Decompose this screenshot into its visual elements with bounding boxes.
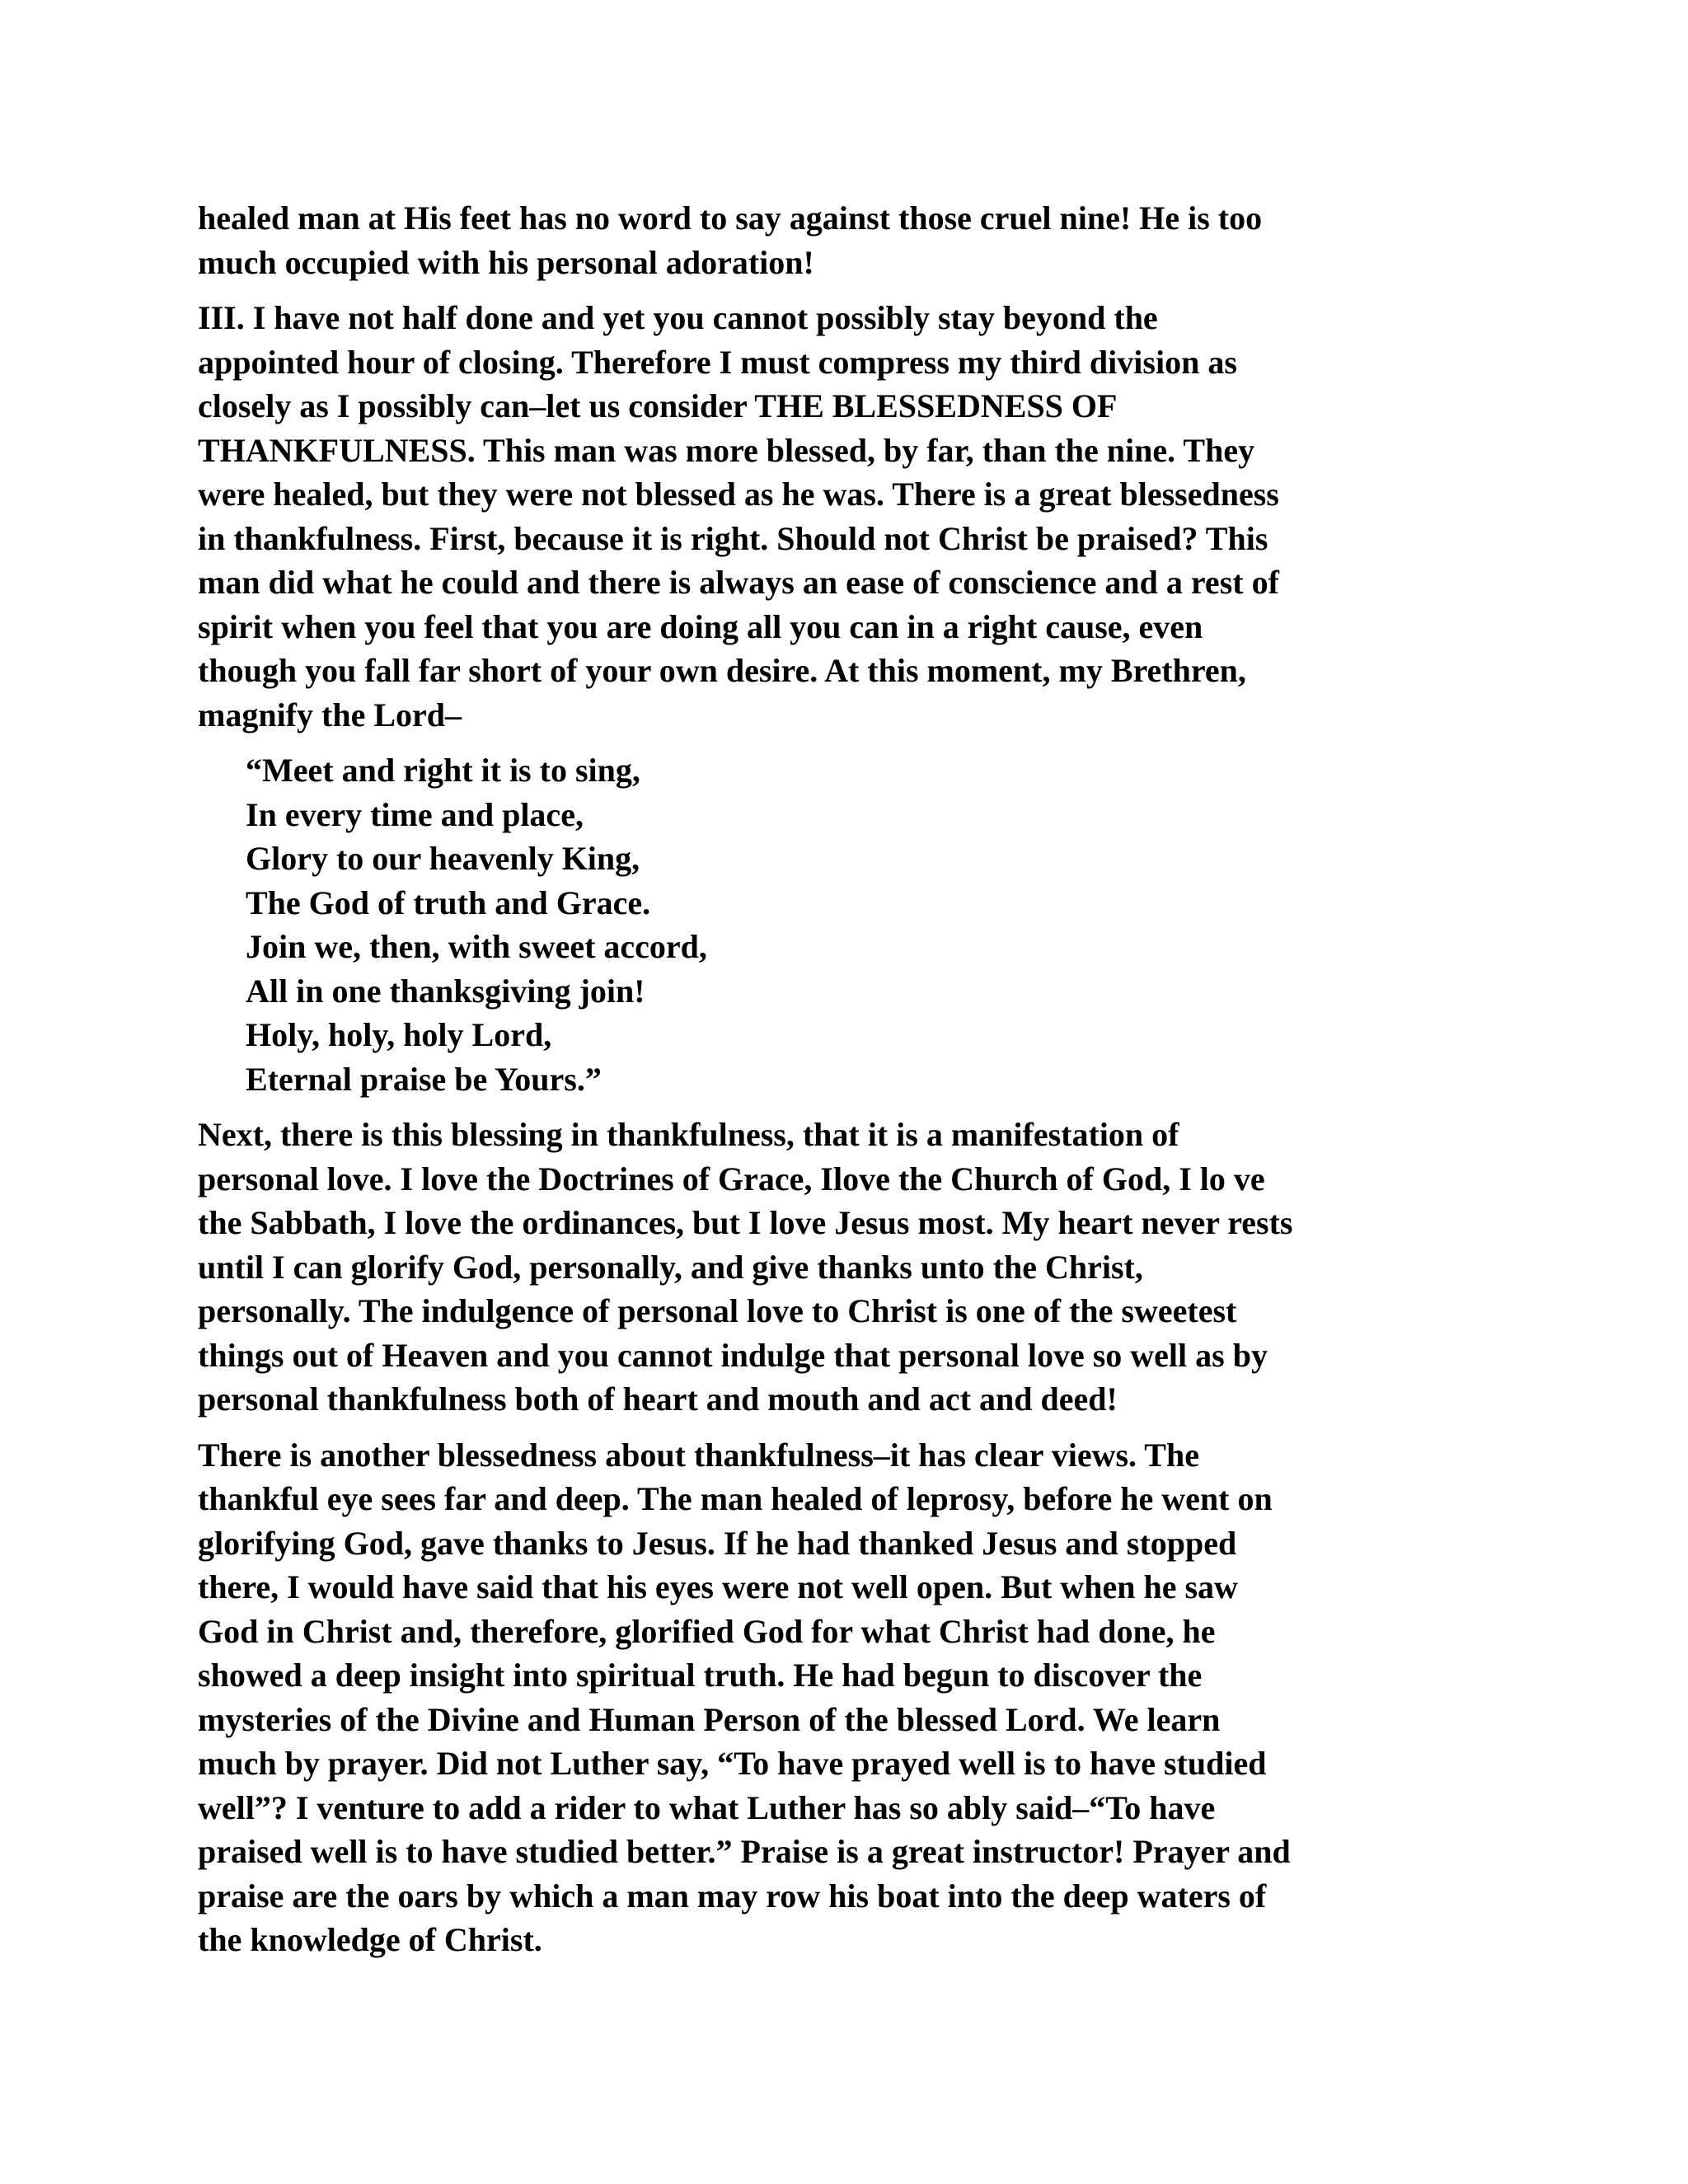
paragraph-2 <box>198 296 1484 737</box>
text-line: There is another blessedness about thankfulness–it has clear views. The <box>198 1436 1199 1474</box>
text-line: personal love. I love the Doctrines of Grace, Ilove the Church of God, I lo ve <box>198 1160 1265 1197</box>
text-line: praise are the oars by which a man may row his boat into the deep waters of <box>198 1877 1267 1915</box>
text-line: closely as I possibly can–let us consider THE BLESSEDNESS OF <box>198 387 1118 424</box>
text-line: Next, there is this blessing in thankfulness, that it is a manifestation of <box>198 1116 1179 1153</box>
text-line: until I can glorify God, personally, and give thanks unto the Christ, <box>198 1248 1143 1286</box>
text-line: well”? I venture to add a rider to what Luther has so ably said–“To have <box>198 1788 1216 1826</box>
text-line: there, I would have said that his eyes were not well open. But when he saw <box>198 1568 1238 1605</box>
verse-line: Join we, then, with sweet accord, <box>246 928 707 965</box>
text-line: personally. The indulgence of personal love to Christ is one of the sweetest <box>198 1292 1237 1329</box>
text-line: mysteries of the Divine and Human Person of the blessed Lord. We learn <box>198 1700 1221 1738</box>
text-line: thankful eye sees far and deep. The man healed of leprosy, before he went on <box>198 1480 1273 1517</box>
text-line: in thankfulness. First, because it is right. Should not Christ be praised? This <box>198 519 1268 557</box>
text-line: III. I have not half done and yet you cannot possibly stay beyond the <box>198 299 1158 336</box>
verse-line: “Meet and right it is to sing, <box>246 752 640 789</box>
verse-line: Glory to our heavenly King, <box>246 840 640 877</box>
verse-line: Eternal praise be Yours.” <box>246 1060 602 1098</box>
text-line: THANKFULNESS. This man was more blessed, by far, than the nine. They <box>198 431 1255 469</box>
verse-line: Holy, holy, holy Lord, <box>246 1016 552 1053</box>
verse-line: All in one thanksgiving join! <box>246 972 645 1010</box>
text-line: much occupied with his personal adoration! <box>198 243 814 281</box>
text-line: healed man at His feet has no word to say against those cruel nine! He is too <box>198 199 1263 237</box>
hymn-verse <box>246 748 1484 1101</box>
text-line: the Sabbath, I love the ordinances, but I love Jesus most. My heart never rests <box>198 1204 1293 1241</box>
text-line: spirit when you feel that you are doing all you can in a right cause, even <box>198 607 1203 645</box>
text-line: though you fall far short of your own desire. At this moment, my Brethren, <box>198 652 1246 689</box>
paragraph-3 <box>198 1113 1484 1422</box>
text-line: showed a deep insight into spiritual truth. He had begun to discover the <box>198 1657 1203 1694</box>
text-line: praised well is to have studied better.” Praise is a great instructor! Prayer and <box>198 1833 1291 1870</box>
text-line: man did what he could and there is always an ease of conscience and a rest of <box>198 564 1279 601</box>
text-line: much by prayer. Did not Luther say, “To have prayed well is to have studied <box>198 1745 1267 1782</box>
text-line: magnify the Lord– <box>198 696 462 733</box>
paragraph-1 <box>198 196 1484 284</box>
verse-line: The God of truth and Grace. <box>246 883 651 921</box>
text-line: personal thankfulness both of heart and mouth and act and deed! <box>198 1380 1118 1418</box>
paragraph-4 <box>198 1433 1484 1962</box>
text-line: were healed, but they were not blessed as he was. There is a great blessedness <box>198 476 1279 513</box>
text-line: the knowledge of Christ. <box>198 1921 542 1958</box>
verse-line: In every time and place, <box>246 795 584 833</box>
text-line: God in Christ and, therefore, glorified God for what Christ had done, he <box>198 1612 1216 1650</box>
text-line: appointed hour of closing. Therefore I must compress my third division as <box>198 343 1237 381</box>
document-body <box>198 196 1484 1974</box>
text-line: glorifying God, gave thanks to Jesus. If he had thanked Jesus and stopped <box>198 1524 1237 1562</box>
text-line: things out of Heaven and you cannot indulge that personal love so well as by <box>198 1336 1268 1374</box>
